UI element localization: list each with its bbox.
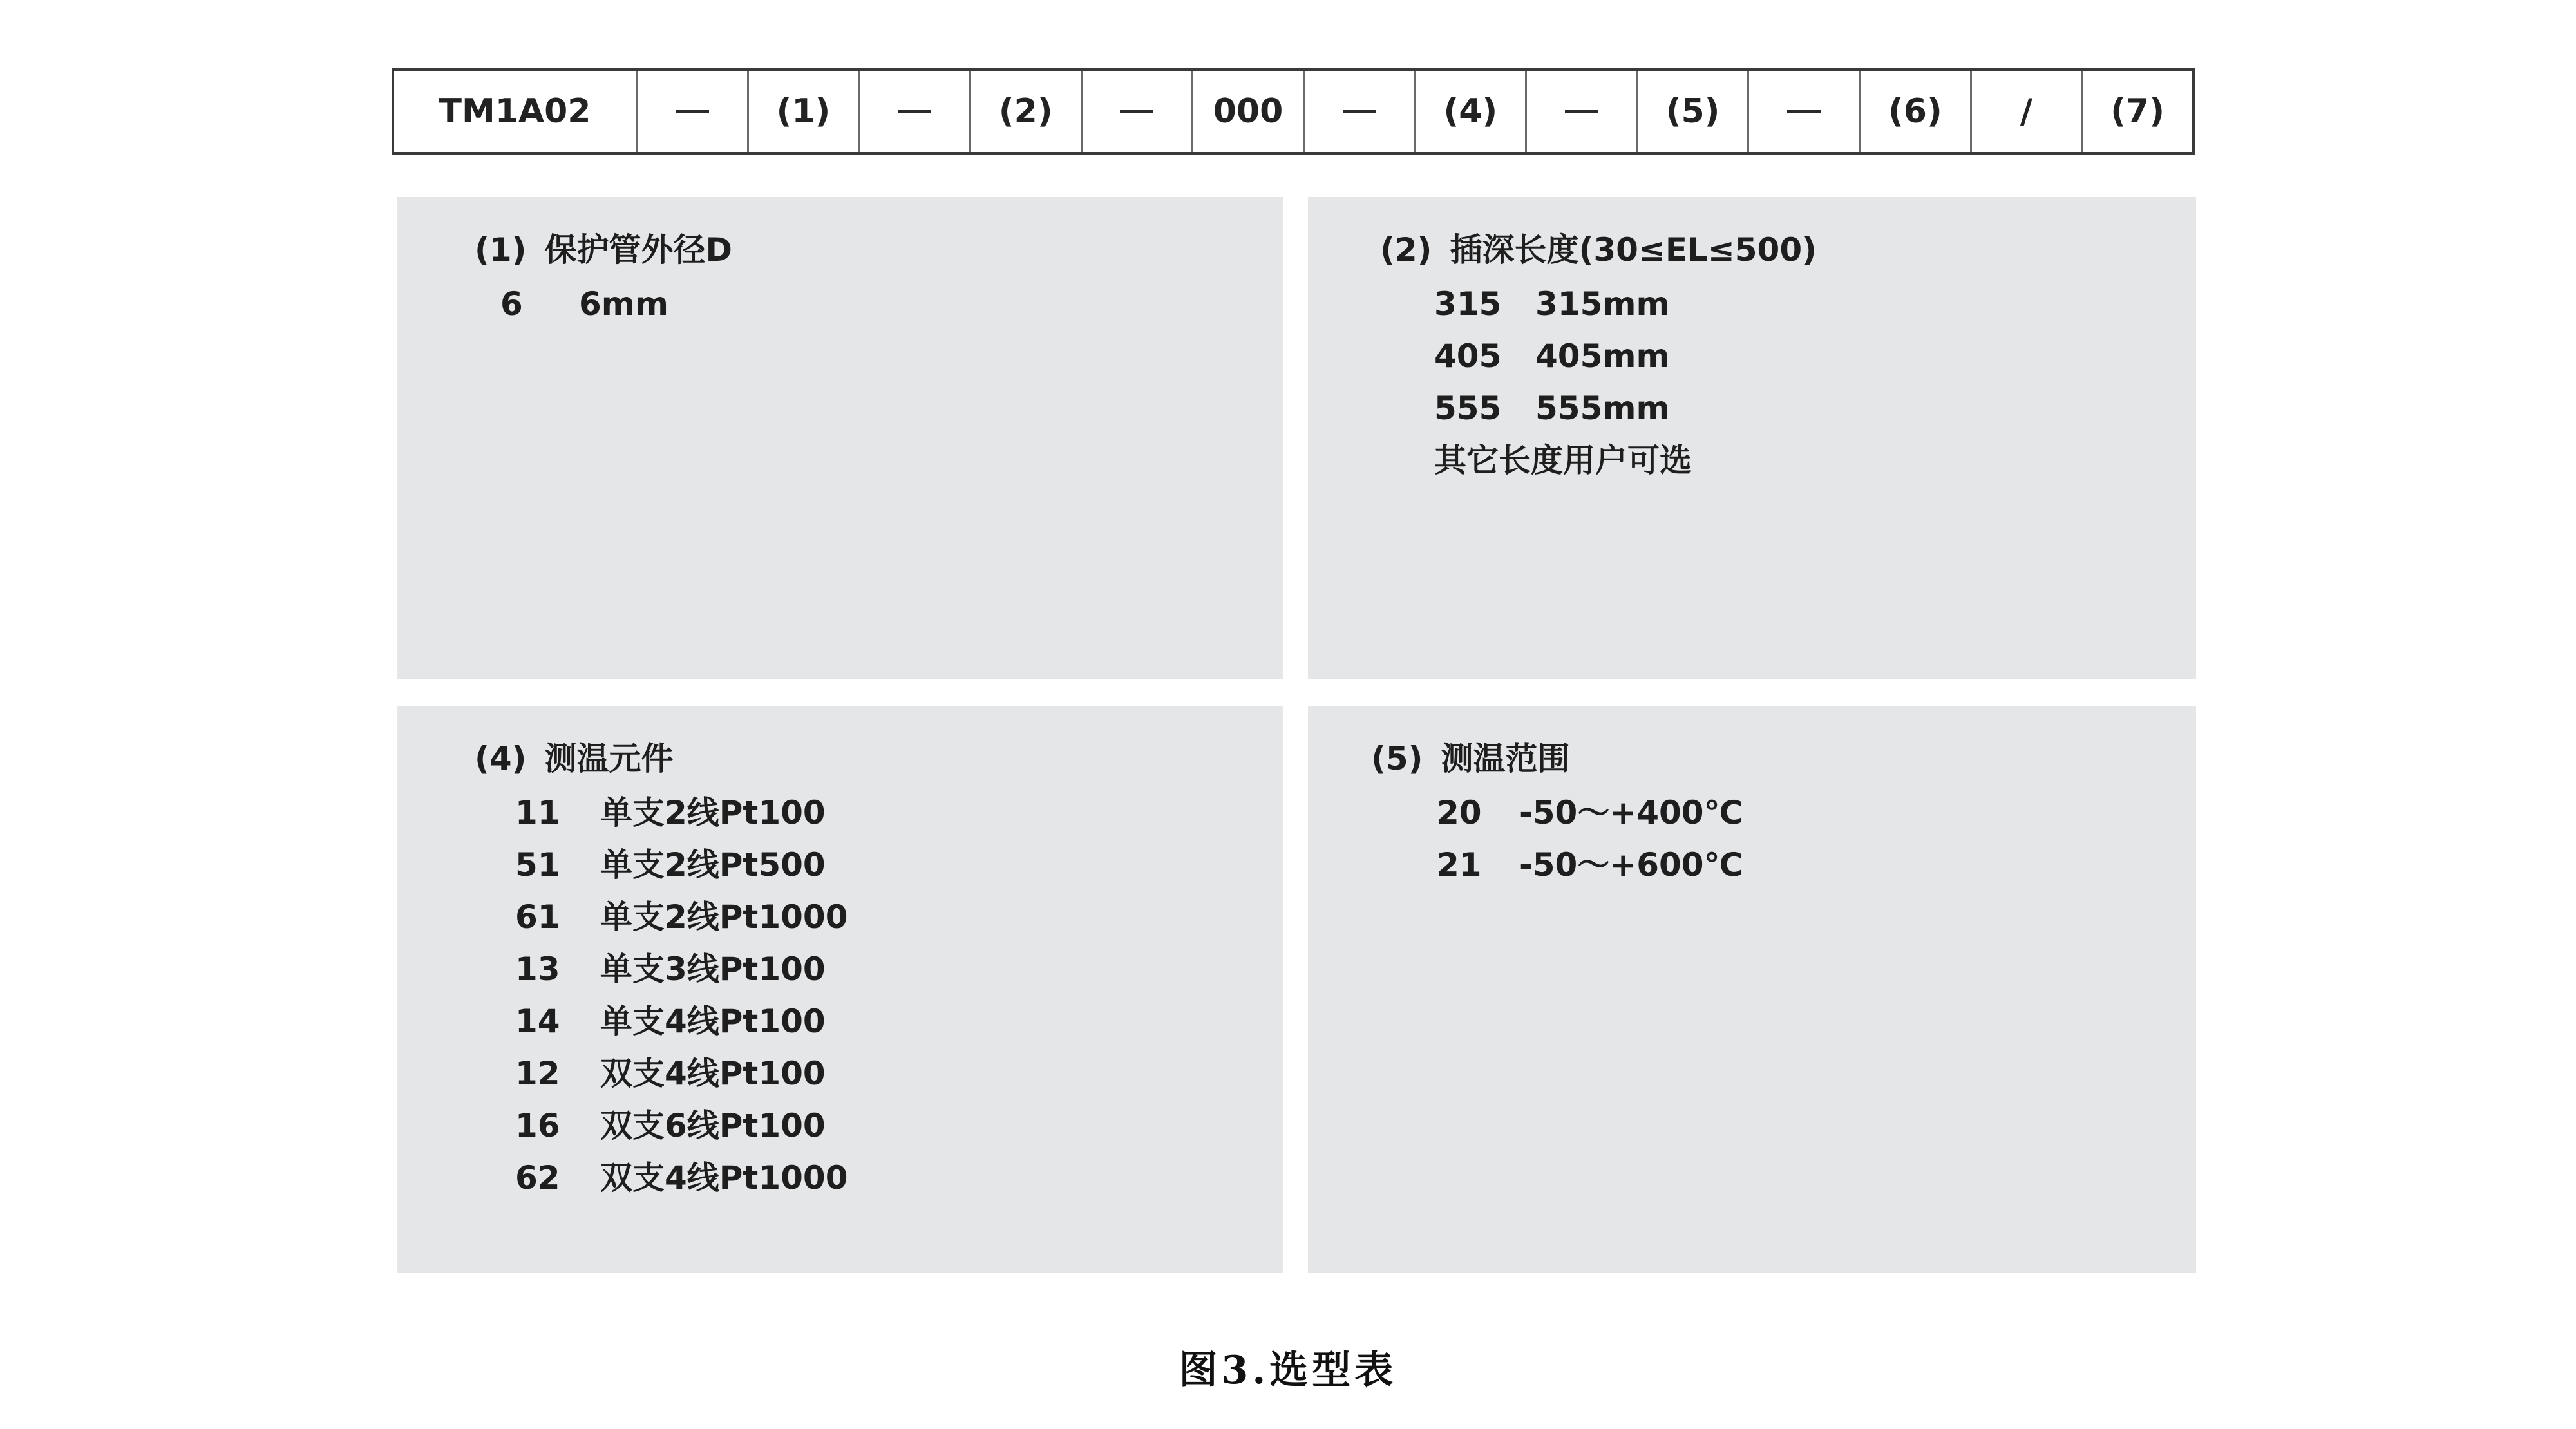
option-list xyxy=(1434,278,1692,487)
option-code: 62 xyxy=(515,1159,560,1197)
option-row xyxy=(1434,383,1692,435)
option-code: 11 xyxy=(515,794,560,831)
dash-separator xyxy=(1343,110,1376,113)
option-code: 20 xyxy=(1437,794,1482,831)
code-cell-separator xyxy=(638,71,749,152)
option-row xyxy=(515,1152,848,1204)
option-row xyxy=(515,787,848,839)
code-cell-2: (2) xyxy=(971,71,1083,152)
panel-title: (2) 插深长度(30≤EL≤500) xyxy=(1380,231,1817,269)
option-row xyxy=(515,943,848,996)
option-text: 6mm xyxy=(579,285,668,323)
option-code: 555 xyxy=(1434,390,1502,427)
code-cell-6: (6) xyxy=(1861,71,1972,152)
option-code: 315 xyxy=(1434,285,1502,323)
code-cell-separator xyxy=(860,71,971,152)
option-code: 12 xyxy=(515,1055,560,1092)
option-row xyxy=(1434,278,1692,330)
option-row xyxy=(500,278,668,330)
dash-separator xyxy=(1787,110,1821,113)
option-list xyxy=(1437,787,1743,891)
option-text: 单支2线Pt500 xyxy=(600,846,826,884)
code-cell-000: 000 xyxy=(1193,71,1305,152)
option-code: 61 xyxy=(515,898,560,936)
code-cell-5: (5) xyxy=(1638,71,1750,152)
option-row xyxy=(515,891,848,943)
dash-separator xyxy=(1120,110,1153,113)
panel-sensing-element xyxy=(397,706,1283,1273)
code-cell-separator xyxy=(1749,71,1861,152)
option-text: 双支4线Pt1000 xyxy=(600,1159,848,1197)
option-code: 51 xyxy=(515,846,560,884)
dash-separator xyxy=(676,110,709,113)
option-code: 6 xyxy=(500,285,523,323)
option-text: 双支6线Pt100 xyxy=(600,1107,826,1144)
option-text: -50～+400℃ xyxy=(1519,794,1743,831)
option-text: 单支2线Pt1000 xyxy=(600,898,848,936)
panel-temperature-range xyxy=(1308,706,2196,1273)
dash-separator xyxy=(1565,110,1598,113)
option-row xyxy=(1434,330,1692,383)
option-text: 单支2线Pt100 xyxy=(600,794,826,831)
option-text: 单支4线Pt100 xyxy=(600,1003,826,1040)
option-list xyxy=(515,787,848,1204)
code-cell-separator xyxy=(1083,71,1194,152)
panel-title: (4) 测温元件 xyxy=(475,740,674,777)
option-row xyxy=(515,1100,848,1152)
code-cell-model: TM1A02 xyxy=(394,71,638,152)
code-cell-4: (4) xyxy=(1416,71,1527,152)
option-row xyxy=(515,839,848,891)
code-cell-separator xyxy=(1527,71,1638,152)
option-code: 21 xyxy=(1437,846,1482,884)
panel-insertion-length xyxy=(1308,197,2196,679)
code-cell-7: (7) xyxy=(2110,92,2164,131)
dash-separator xyxy=(898,110,931,113)
panel-title: (1) 保护管外径D xyxy=(475,231,733,269)
option-note: 其它长度用户可选 xyxy=(1434,442,1692,479)
panel-title: (5) 测温范围 xyxy=(1371,740,1570,777)
option-text: 405mm xyxy=(1535,337,1670,375)
code-cell-separator xyxy=(1305,71,1416,152)
panel-outer-diameter xyxy=(397,197,1283,679)
option-text: 双支4线Pt100 xyxy=(600,1055,826,1092)
option-code: 13 xyxy=(515,951,560,988)
option-list xyxy=(500,278,668,330)
option-row xyxy=(1437,839,1743,891)
option-row xyxy=(1437,787,1743,839)
option-text: 555mm xyxy=(1535,390,1670,427)
option-text: 315mm xyxy=(1535,285,1670,323)
code-cell-slash: / xyxy=(1972,71,2083,152)
option-row xyxy=(515,1048,848,1100)
model-code-bar xyxy=(392,68,2195,155)
figure-caption: 图3.选型表 xyxy=(1179,1348,1397,1393)
code-cell-1: (1) xyxy=(749,71,860,152)
option-code: 16 xyxy=(515,1107,560,1144)
option-text: -50～+600℃ xyxy=(1519,846,1743,884)
option-code: 405 xyxy=(1434,337,1502,375)
option-row xyxy=(515,996,848,1048)
option-text: 单支3线Pt100 xyxy=(600,951,826,988)
option-code: 14 xyxy=(515,1003,560,1040)
